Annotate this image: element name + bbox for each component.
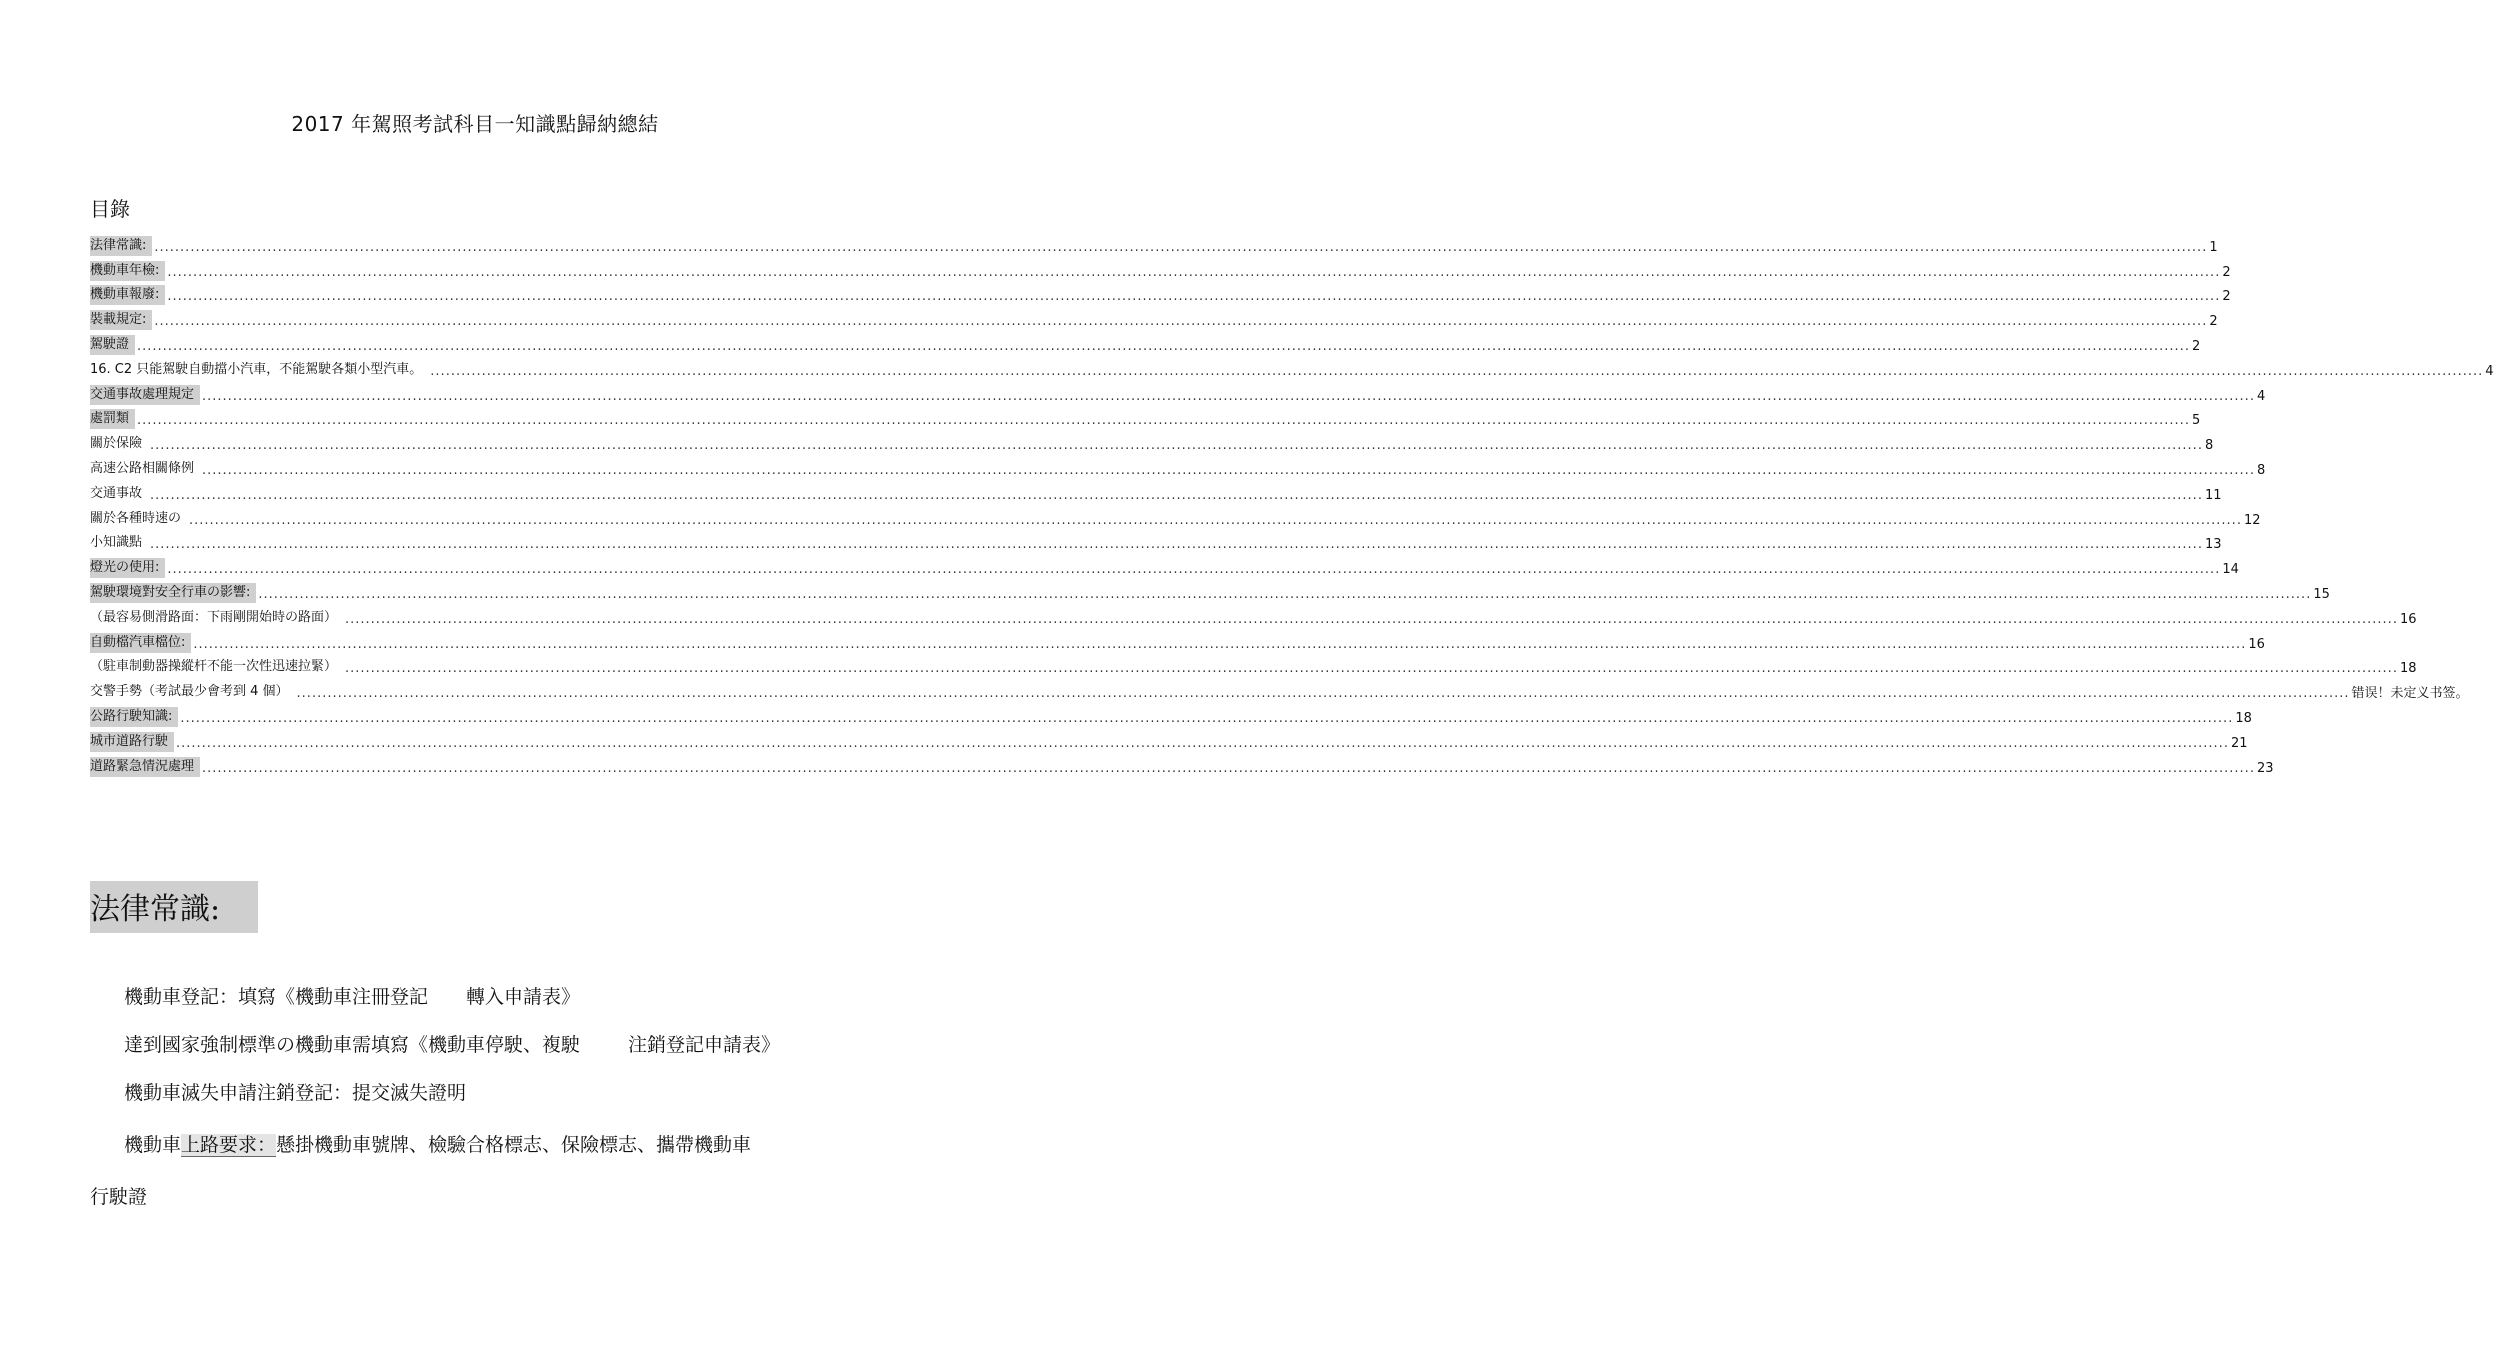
highlighted-term: 上路要求： (181, 1134, 277, 1156)
toc-entry-page: 15 (2313, 586, 2330, 602)
toc-entry-page: 5 (2191, 413, 2201, 429)
toc-entry-label: 交警手勢（考試最少會考到 4 個） (90, 684, 289, 700)
toc-entry[interactable] (90, 355, 2494, 380)
toc-entry-label: 自動檔汽車檔位: (90, 633, 191, 653)
paragraph-registration (124, 982, 580, 1009)
section-heading: 法律常識: (90, 881, 258, 933)
toc-leader-dots: ................................................................................................................................................................................................................................................................................................................................................................................................................ (202, 760, 2255, 776)
paragraph-text: 達到國家強制標準の機動車需填寫《機動車停駛、複駛 (124, 1034, 581, 1056)
toc-leader-dots: ................................................................................................................................................................................................................................................................................................................................................................................................................ (202, 462, 2255, 478)
toc-entry-page: 错误！未定义书签。 (2351, 686, 2469, 702)
toc-entry[interactable] (90, 281, 2231, 306)
paragraph-text: 注銷登記申請表》 (628, 1034, 781, 1056)
toc-leader-dots: ................................................................................................................................................................................................................................................................................................................................................................................................................ (176, 735, 2229, 751)
toc-entry-label: 駕駛證 (90, 335, 135, 355)
toc-entry-page: 8 (2256, 462, 2266, 478)
toc-entry-page: 13 (2204, 537, 2222, 553)
paragraph-standard (124, 1030, 780, 1057)
toc-entry[interactable] (90, 504, 2261, 529)
toc-entry-label: 小知識點 (90, 535, 143, 551)
toc-leader-dots: ................................................................................................................................................................................................................................................................................................................................................................................................................ (167, 289, 2221, 305)
toc-entry-page: 12 (2243, 512, 2261, 528)
paragraph-loss: 機動車滅失申請注銷登記：提交滅失證明 (124, 1082, 467, 1104)
toc-entry[interactable] (90, 578, 2330, 603)
toc-entry-page: 16 (2248, 636, 2265, 652)
toc-entry-page: 2 (2191, 338, 2201, 354)
toc-entry[interactable] (90, 677, 2469, 702)
toc-entry-label: 機動車報廢: (90, 285, 165, 305)
toc-entry-label: 城市道路行駛 (90, 732, 174, 752)
toc-entry-label: 道路緊急情況處理 (90, 757, 200, 777)
toc-entry[interactable] (90, 231, 2218, 256)
toc-entry[interactable] (90, 330, 2201, 355)
toc-entry[interactable] (90, 305, 2218, 330)
toc-entry-label: 交通事故處理規定 (90, 385, 200, 405)
toc-leader-dots: ................................................................................................................................................................................................................................................................................................................................................................................................................ (193, 636, 2247, 652)
toc-entry-label: 交通事故 (90, 485, 143, 501)
toc-entry-label: 處罰類 (90, 409, 135, 429)
toc-entry-label: 高速公路相關條例 (90, 460, 195, 476)
toc-entry-page: 18 (2235, 710, 2252, 726)
toc-entry[interactable] (90, 553, 2239, 578)
toc-entry[interactable] (90, 380, 2266, 405)
toc-entry-page: 16 (2399, 611, 2417, 627)
toc-entry-label: 機動車年檢: (90, 261, 165, 281)
toc-entry[interactable] (90, 479, 2222, 504)
toc-entry-label: 燈光の使用: (90, 558, 165, 578)
toc-entry[interactable] (90, 529, 2222, 554)
paragraph-text: 轉入申請表》 (466, 986, 581, 1008)
table-of-contents (90, 231, 2494, 777)
toc-leader-dots: ................................................................................................................................................................................................................................................................................................................................................................................................................ (150, 438, 2203, 454)
toc-leader-dots: ................................................................................................................................................................................................................................................................................................................................................................................................................ (180, 710, 2234, 726)
toc-leader-dots: ................................................................................................................................................................................................................................................................................................................................................................................................................ (137, 338, 2190, 354)
toc-entry-page: 11 (2204, 487, 2222, 503)
toc-leader-dots: ................................................................................................................................................................................................................................................................................................................................................................................................................ (345, 661, 2398, 677)
toc-heading: 目錄 (90, 197, 130, 221)
toc-leader-dots: ................................................................................................................................................................................................................................................................................................................................................................................................................ (154, 314, 2208, 330)
toc-entry-page: 4 (2485, 363, 2494, 379)
toc-leader-dots: ................................................................................................................................................................................................................................................................................................................................................................................................................ (167, 562, 2221, 578)
toc-entry[interactable] (90, 653, 2417, 678)
toc-leader-dots: ................................................................................................................................................................................................................................................................................................................................................................................................................ (189, 512, 2242, 528)
toc-entry-label: （最容易側滑路面：下雨剛開始時の路面） (90, 609, 338, 625)
toc-entry[interactable] (90, 454, 2266, 479)
toc-entry-page: 18 (2399, 661, 2417, 677)
toc-leader-dots: ................................................................................................................................................................................................................................................................................................................................................................................................................ (202, 388, 2255, 404)
toc-entry-page: 2 (2209, 314, 2218, 330)
toc-entry-label: 駕駛環境對安全行車の影響: (90, 583, 256, 603)
toc-leader-dots: ................................................................................................................................................................................................................................................................................................................................................................................................................ (430, 363, 2484, 379)
toc-entry[interactable] (90, 628, 2265, 653)
paragraph-text: 懸掛機動車號牌、檢驗合格標志、保險標志、攜帶機動車 (276, 1134, 752, 1156)
toc-entry-label: 關於保險 (90, 436, 143, 452)
toc-entry-page: 14 (2222, 562, 2239, 578)
toc-entry-page: 21 (2230, 735, 2248, 751)
toc-entry[interactable] (90, 429, 2214, 454)
toc-entry-page: 4 (2256, 388, 2266, 404)
toc-leader-dots: ................................................................................................................................................................................................................................................................................................................................................................................................................ (154, 239, 2208, 255)
toc-entry-page: 2 (2222, 289, 2231, 305)
toc-entry-label: 關於各種時速の (90, 510, 182, 526)
toc-leader-dots: ................................................................................................................................................................................................................................................................................................................................................................................................................ (150, 487, 2203, 503)
toc-entry[interactable] (90, 752, 2274, 777)
toc-entry[interactable] (90, 603, 2417, 628)
toc-entry-label: 法律常識: (90, 236, 152, 256)
toc-entry[interactable] (90, 405, 2201, 430)
paragraph-road-requirements (124, 1130, 751, 1157)
toc-entry-label: （駐車制動器操縱杆不能一次性迅速拉緊） (90, 659, 338, 675)
toc-leader-dots: ................................................................................................................................................................................................................................................................................................................................................................................................................ (150, 537, 2203, 553)
paragraph-text: 機動車 (124, 1134, 182, 1156)
paragraph-continuation: 行駛證 (90, 1186, 148, 1208)
toc-entry[interactable] (90, 702, 2252, 727)
toc-entry-page: 8 (2204, 438, 2214, 454)
toc-entry[interactable] (90, 727, 2248, 752)
paragraph-text: 機動車登記：填寫《機動車注冊登記 (124, 986, 429, 1008)
toc-entry-label: 裝載規定: (90, 310, 152, 330)
toc-leader-dots: ................................................................................................................................................................................................................................................................................................................................................................................................................ (345, 611, 2398, 627)
document-title: 2017 年駕照考試科目一知識點歸納總結 (291, 112, 659, 136)
toc-leader-dots: ................................................................................................................................................................................................................................................................................................................................................................................................................ (137, 413, 2190, 429)
toc-leader-dots: ................................................................................................................................................................................................................................................................................................................................................................................................................ (296, 686, 2350, 702)
toc-entry-page: 2 (2222, 264, 2231, 280)
toc-entry[interactable] (90, 256, 2231, 281)
toc-leader-dots: ................................................................................................................................................................................................................................................................................................................................................................................................................ (167, 264, 2221, 280)
toc-entry-label: 公路行駛知識: (90, 707, 178, 727)
toc-entry-page: 23 (2256, 760, 2274, 776)
toc-entry-label: 16. C2 只能駕駛自動擋小汽車，不能駕駛各類小型汽車。 (90, 361, 423, 377)
toc-entry-page: 1 (2209, 239, 2218, 255)
toc-leader-dots: ................................................................................................................................................................................................................................................................................................................................................................................................................ (258, 586, 2312, 602)
